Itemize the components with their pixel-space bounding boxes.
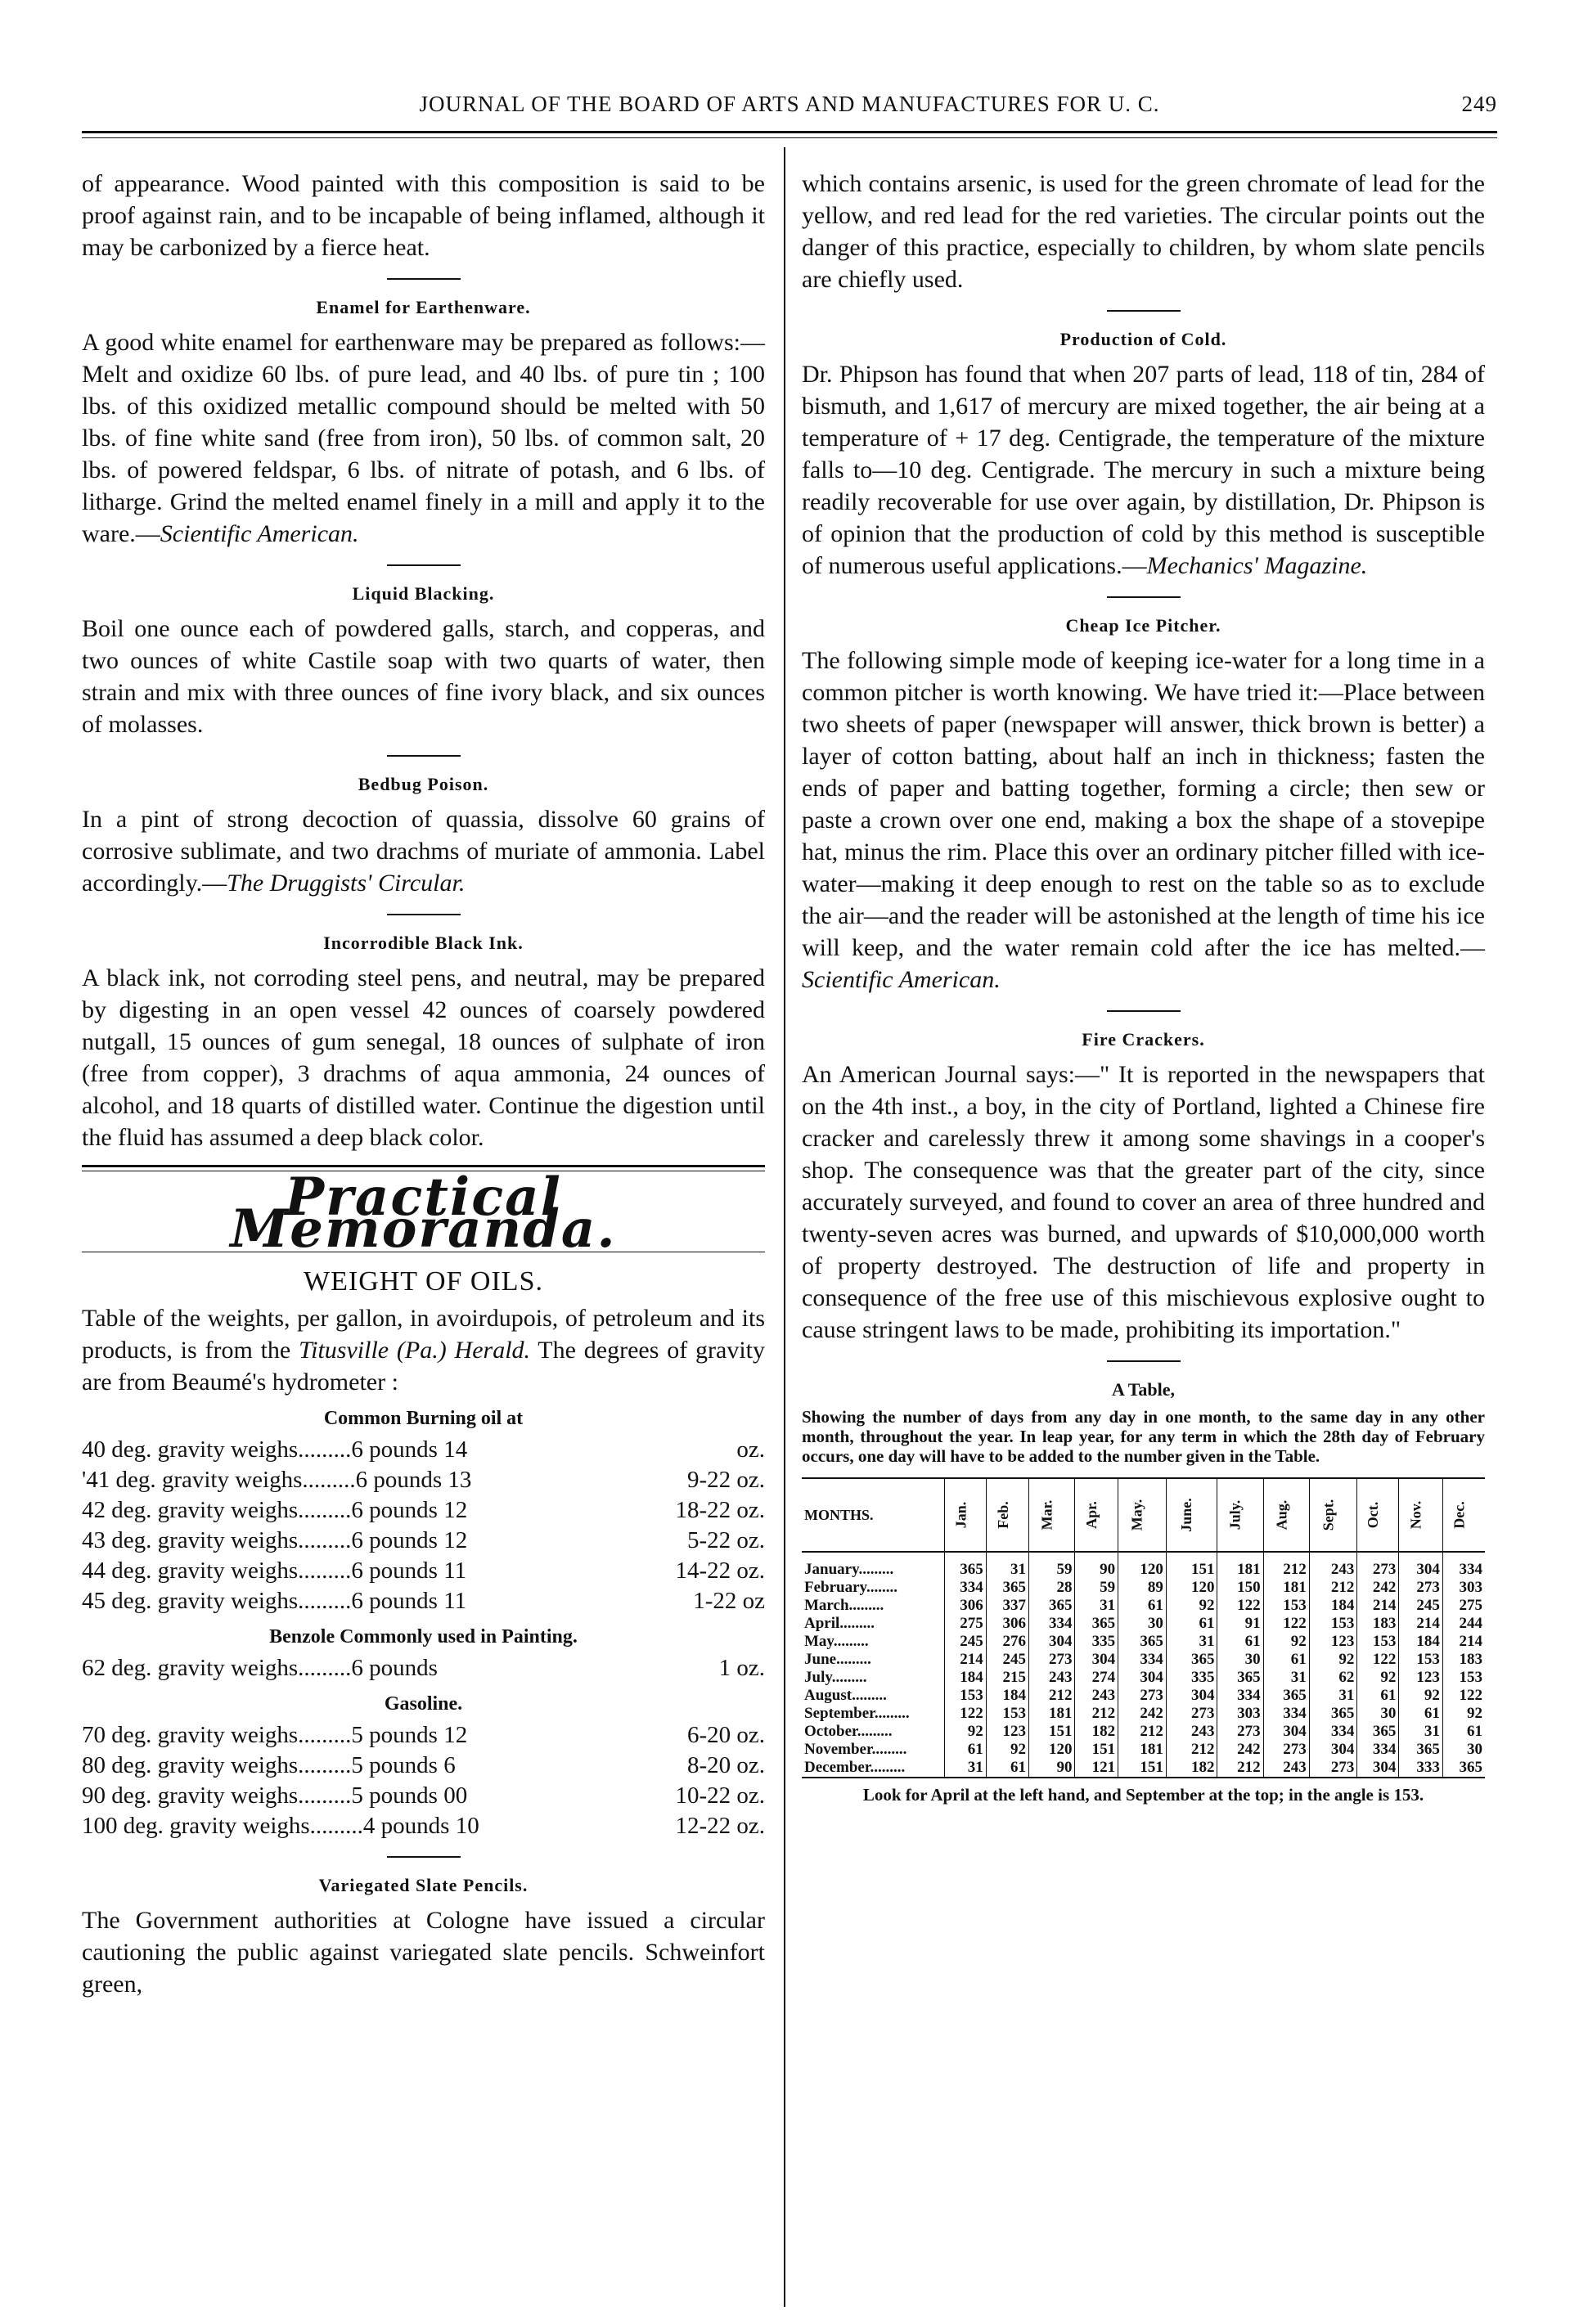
ink-text: A black ink, not corroding steel pens, and neutral, may be prepared by digesting in an open vessel 42 ounces of coarsely powdered nutgall, 15 ounces of gum senegal, 18 ounces of sulphate of iron (free from copper), 3 drachms of aqua ammonia, 24 ounces of alcohol, and 18 quarts of distilled water. Continue the digestion until the fluid has assumed a deep black color.	[82, 964, 765, 1151]
days-cell: 61	[1166, 1615, 1217, 1633]
oil-gravity: '41 deg. gravity weighs.........6 pounds 13	[82, 1467, 472, 1493]
days-cell: 31	[1399, 1723, 1443, 1741]
ink-title: Incorrodible Black Ink.	[323, 933, 524, 953]
oil-row	[82, 1653, 765, 1683]
days-cell: 30	[1118, 1615, 1167, 1633]
month-row-label: February........	[804, 1579, 897, 1596]
days-cell: 273	[1263, 1741, 1309, 1759]
month-column-label: Aug.	[1272, 1499, 1289, 1531]
section-rule	[387, 914, 461, 915]
oil-weight: 1 oz.	[718, 1655, 765, 1681]
days-cell: 122	[944, 1705, 986, 1723]
month-column-header	[1028, 1478, 1075, 1552]
days-cell: 122	[1263, 1615, 1309, 1633]
days-cell: 334	[1028, 1615, 1075, 1633]
days-cell: 31	[1263, 1669, 1309, 1687]
cold-body: Dr. Phipson has found that when 207 parts of lead, 118 of tin, 284 of bismuth, and 1,617 of mercury are mixed together, the air being at a temperature of + 17 deg. Centigrade, the temperature of the mixture falls to—10 deg. Centigrade. The mercury in such a mixture being readily recoverable for use over again, by distillation, Dr. Phipson is of opinion that the production of cold by this method is susceptible of numerous useful applications.—	[802, 361, 1485, 579]
month-column-header	[1166, 1478, 1217, 1552]
days-cell: 59	[1075, 1579, 1118, 1597]
month-column-label: July.	[1226, 1499, 1244, 1531]
days-cell: 303	[1442, 1579, 1485, 1597]
days-cell: 120	[1028, 1741, 1075, 1759]
oil-weight: oz.	[736, 1436, 765, 1463]
days-cell: 181	[1118, 1741, 1167, 1759]
days-cell: 334	[944, 1579, 986, 1597]
month-row-label: May.........	[804, 1633, 869, 1650]
month-column-header	[986, 1478, 1028, 1552]
cold-text	[802, 358, 1485, 582]
days-cell: 153	[1442, 1669, 1485, 1687]
month-column-label: Oct.	[1365, 1501, 1382, 1529]
days-cell: 243	[1166, 1723, 1217, 1741]
days-cell: 334	[1217, 1687, 1263, 1705]
days-cell: 183	[1442, 1651, 1485, 1669]
days-cell: 31	[986, 1552, 1028, 1579]
section-rule	[387, 1856, 461, 1858]
month-column-label: Jan.	[952, 1501, 969, 1529]
month-column-label: May.	[1128, 1499, 1145, 1531]
days-cell: 123	[1399, 1669, 1443, 1687]
oil-gravity: 40 deg. gravity weighs.........6 pounds 14	[82, 1436, 468, 1463]
oil-gravity: 45 deg. gravity weighs.........6 pounds 11	[82, 1588, 467, 1614]
oil-weight: 1-22 oz	[693, 1588, 765, 1614]
days-cell: 212	[1263, 1552, 1309, 1579]
oil-weight: 10-22 oz.	[675, 1782, 765, 1809]
table-header-row	[802, 1478, 1485, 1552]
days-cell: 337	[986, 1597, 1028, 1615]
days-cell: 212	[1075, 1705, 1118, 1723]
days-cell: 243	[1309, 1552, 1357, 1579]
days-cell: 365	[1399, 1741, 1443, 1759]
oil-gravity: 70 deg. gravity weighs.........5 pounds 12	[82, 1722, 468, 1748]
oil-gravity: 100 deg. gravity weighs.........4 pounds 10	[82, 1813, 479, 1839]
days-cell: 243	[1263, 1759, 1309, 1778]
days-cell: 90	[1075, 1552, 1118, 1579]
oils-intro-b: The degrees of gravity are from Beaumé's hydrometer :	[82, 1337, 765, 1396]
table-description: Showing the number of days from any day in one month, to the same day in any other month, throughout the year. In leap year, for any term in which the 28th day of February occurs, one day will have to be added to the number given in the Table.	[802, 1407, 1485, 1466]
days-cell: 92	[1263, 1633, 1309, 1651]
table-row	[802, 1651, 1485, 1669]
days-cell: 303	[1217, 1705, 1263, 1723]
days-cell: 89	[1118, 1579, 1167, 1597]
days-cell: 153	[1309, 1615, 1357, 1633]
days-cell: 181	[1263, 1579, 1309, 1597]
days-cell: 304	[1028, 1633, 1075, 1651]
days-cell: 28	[1028, 1579, 1075, 1597]
days-cell: 244	[1442, 1615, 1485, 1633]
days-cell: 91	[1217, 1615, 1263, 1633]
oils-intro	[82, 1302, 765, 1398]
days-cell: 153	[1357, 1633, 1399, 1651]
days-cell: 273	[1399, 1579, 1443, 1597]
section-rule	[1107, 310, 1181, 312]
burning-rows	[82, 1435, 765, 1616]
ice-source: Scientific American.	[802, 966, 1001, 993]
days-cell: 92	[944, 1723, 986, 1741]
month-row-label: August.........	[804, 1687, 887, 1704]
days-cell: 306	[944, 1597, 986, 1615]
month-column-header	[1118, 1478, 1167, 1552]
month-column-header	[1399, 1478, 1443, 1552]
days-cell: 273	[1118, 1687, 1167, 1705]
section-rule	[1107, 596, 1181, 598]
table-row	[802, 1579, 1485, 1597]
oil-row	[82, 1781, 765, 1811]
month-column-header	[1075, 1478, 1118, 1552]
gasoline-rows	[82, 1720, 765, 1841]
days-cell: 212	[1309, 1579, 1357, 1597]
days-cell: 242	[1118, 1705, 1167, 1723]
days-cell: 245	[1399, 1597, 1443, 1615]
month-column-label: Dec.	[1451, 1501, 1468, 1529]
days-cell: 182	[1166, 1759, 1217, 1778]
table-row	[802, 1741, 1485, 1759]
days-cell: 273	[1309, 1759, 1357, 1778]
days-cell: 61	[1263, 1651, 1309, 1669]
days-cell: 122	[1357, 1651, 1399, 1669]
days-cell: 334	[1263, 1705, 1309, 1723]
oil-weight: 8-20 oz.	[686, 1752, 765, 1778]
days-cell: 365	[1217, 1669, 1263, 1687]
days-cell: 61	[944, 1741, 986, 1759]
days-cell: 214	[1442, 1633, 1485, 1651]
oil-weight: 14-22 oz.	[675, 1558, 765, 1584]
month-column-label: June.	[1177, 1498, 1194, 1532]
month-column-header	[1263, 1478, 1309, 1552]
days-cell: 365	[1357, 1723, 1399, 1741]
month-column-header	[1309, 1478, 1357, 1552]
wood-paragraph: of appearance. Wood painted with this composition is said to be proof against rain, and to be incapable of being inflamed, although it may be carbonized by a fierce heat.	[82, 170, 765, 261]
benzole-title: Benzole Commonly used in Painting.	[269, 1626, 578, 1647]
days-cell: 242	[1217, 1741, 1263, 1759]
days-cell: 334	[1442, 1552, 1485, 1579]
days-cell: 30	[1442, 1741, 1485, 1759]
page-number: 249	[1461, 92, 1497, 116]
memoranda-heading: Practical Memoranda.	[230, 1166, 617, 1260]
month-row-label: January.........	[804, 1561, 894, 1578]
oil-row	[82, 1720, 765, 1751]
days-cell: 92	[1166, 1597, 1217, 1615]
days-cell: 365	[1075, 1615, 1118, 1633]
section-rule	[387, 755, 461, 757]
enamel-title: Enamel for Earthenware.	[316, 297, 531, 317]
days-cell: 92	[1399, 1687, 1443, 1705]
oil-gravity: 42 deg. gravity weighs.........6 pounds 12	[82, 1497, 468, 1523]
days-cell: 61	[1357, 1687, 1399, 1705]
benzole-rows	[82, 1653, 765, 1683]
days-cell: 61	[1399, 1705, 1443, 1723]
table-row	[802, 1759, 1485, 1778]
blacking-text: Boil one ounce each of powdered galls, starch, and copperas, and two ounces of white Castile soap with two quarts of water, then strain and mix with three ounces of fine ivory black, and six ounces of molasses.	[82, 615, 765, 738]
oil-gravity: 90 deg. gravity weighs.........5 pounds 00	[82, 1782, 468, 1809]
oil-weight: 6-20 oz.	[686, 1722, 765, 1748]
month-row-label: July.........	[804, 1669, 867, 1686]
table-row	[802, 1723, 1485, 1741]
days-cell: 181	[1028, 1705, 1075, 1723]
month-row-label: April.........	[804, 1615, 875, 1632]
days-table	[802, 1477, 1485, 1778]
month-column-label: Mar.	[1038, 1499, 1055, 1531]
days-cell: 275	[1442, 1597, 1485, 1615]
days-cell: 151	[1118, 1759, 1167, 1778]
oils-intro-source: Titusville (Pa.) Herald.	[299, 1337, 531, 1364]
month-column-label: Apr.	[1083, 1501, 1100, 1529]
days-cell: 334	[1357, 1741, 1399, 1759]
oils-intro-a: Table of the weights, per gallon, in avoirdupois, of petroleum and its products, is from the	[82, 1305, 765, 1364]
days-cell: 245	[944, 1633, 986, 1651]
days-cell: 120	[1118, 1552, 1167, 1579]
ice-title: Cheap Ice Pitcher.	[1065, 615, 1221, 636]
days-cell: 61	[986, 1759, 1028, 1778]
oils-title: WEIGHT OF OILS.	[304, 1266, 543, 1297]
table-row	[802, 1687, 1485, 1705]
oil-row	[82, 1495, 765, 1526]
burning-title: Common Burning oil at	[323, 1408, 524, 1429]
days-cell: 273	[1028, 1651, 1075, 1669]
days-cell: 153	[1263, 1597, 1309, 1615]
slate-text: The Government authorities at Cologne have issued a circular cautioning the public against variegated slate pencils. Schweinfort green,	[82, 1907, 765, 1998]
oil-weight: 5-22 oz.	[686, 1527, 765, 1553]
oil-row	[82, 1556, 765, 1586]
days-cell: 122	[1442, 1687, 1485, 1705]
days-cell: 31	[1309, 1687, 1357, 1705]
days-cell: 365	[1263, 1687, 1309, 1705]
fire-text: An American Journal says:—" It is reported in the newspapers that on the 4th inst., a boy, in the city of Portland, lighted a Chinese fire cracker and carelessly threw it among some shavings in a cooper's shop. The consequence was that the greater part of the city, since accurately surveyed, and found to cover an area of three hundred and twenty-seven acres was burned, and upwards of $10,000,000 worth of property destroyed. The destruction of life and property in consequence of the free use of this mischievous explosive ought to cause stringent laws to be made, prohibiting its importation."	[802, 1061, 1485, 1343]
days-cell: 275	[944, 1615, 986, 1633]
days-cell: 365	[1028, 1597, 1075, 1615]
days-cell: 153	[1399, 1651, 1443, 1669]
oil-gravity: 62 deg. gravity weighs.........6 pounds	[82, 1655, 438, 1681]
section-rule	[387, 564, 461, 566]
days-cell: 184	[1399, 1633, 1443, 1651]
days-cell: 304	[1075, 1651, 1118, 1669]
days-cell: 273	[1166, 1705, 1217, 1723]
table-note: Look for April at the left hand, and September at the top; in the angle is 153.	[862, 1785, 1424, 1805]
days-cell: 335	[1166, 1669, 1217, 1687]
days-cell: 334	[1309, 1723, 1357, 1741]
days-cell: 61	[1217, 1633, 1263, 1651]
blacking-title: Liquid Blacking.	[352, 583, 495, 604]
days-cell: 153	[944, 1687, 986, 1705]
days-cell: 333	[1399, 1759, 1443, 1778]
days-cell: 62	[1309, 1669, 1357, 1687]
days-cell: 273	[1217, 1723, 1263, 1741]
days-cell: 59	[1028, 1552, 1075, 1579]
month-row-label: June.........	[804, 1651, 871, 1668]
days-cell: 92	[1309, 1651, 1357, 1669]
table-title: A Table,	[1111, 1379, 1176, 1400]
enamel-source: Scientific American.	[160, 520, 359, 547]
days-cell: 90	[1028, 1759, 1075, 1778]
days-cell: 304	[1166, 1687, 1217, 1705]
days-cell: 212	[1118, 1723, 1167, 1741]
section-rule	[387, 278, 461, 280]
days-cell: 335	[1075, 1633, 1118, 1651]
days-cell: 274	[1075, 1669, 1118, 1687]
gasoline-title: Gasoline.	[384, 1693, 463, 1715]
left-column	[82, 168, 765, 2000]
header-rule-thin	[82, 137, 1497, 138]
days-cell: 365	[1442, 1759, 1485, 1778]
column-divider	[784, 147, 785, 2307]
oil-gravity: 80 deg. gravity weighs.........5 pounds 6	[82, 1752, 456, 1778]
oil-row	[82, 1435, 765, 1465]
days-cell: 306	[986, 1615, 1028, 1633]
days-cell: 365	[1118, 1633, 1167, 1651]
slate-continued: which contains arsenic, is used for the green chromate of lead for the yellow, and red lead for the red varieties. The circular points out the danger of this practice, especially to children, by whom slate pencils are chiefly used.	[802, 170, 1485, 293]
days-cell: 151	[1166, 1552, 1217, 1579]
oil-weight: 12-22 oz.	[675, 1813, 765, 1839]
days-cell: 212	[1217, 1759, 1263, 1778]
days-cell: 92	[986, 1741, 1028, 1759]
days-cell: 214	[1357, 1597, 1399, 1615]
cold-source: Mechanics' Magazine.	[1146, 552, 1368, 579]
days-cell: 243	[1075, 1687, 1118, 1705]
days-cell: 153	[986, 1705, 1028, 1723]
days-cell: 304	[1399, 1552, 1443, 1579]
days-cell: 212	[1166, 1741, 1217, 1759]
days-cell: 92	[1442, 1705, 1485, 1723]
days-cell: 212	[1028, 1687, 1075, 1705]
days-cell: 120	[1166, 1579, 1217, 1597]
enamel-text	[82, 326, 765, 550]
fire-title: Fire Crackers.	[1082, 1029, 1205, 1050]
days-cell: 182	[1075, 1723, 1118, 1741]
bedbug-source: The Druggists' Circular.	[227, 870, 466, 897]
days-cell: 151	[1028, 1723, 1075, 1741]
oil-row	[82, 1586, 765, 1616]
days-cell: 276	[986, 1633, 1028, 1651]
month-column-header	[1357, 1478, 1399, 1552]
days-cell: 30	[1357, 1705, 1399, 1723]
ice-text	[802, 645, 1485, 996]
section-rule	[1107, 1010, 1181, 1012]
slate-title: Variegated Slate Pencils.	[318, 1875, 529, 1895]
bedbug-title: Bedbug Poison.	[358, 774, 489, 794]
days-cell: 184	[1309, 1597, 1357, 1615]
days-cell: 365	[1309, 1705, 1357, 1723]
journal-title: JOURNAL OF THE BOARD OF ARTS AND MANUFACTURES FOR U. C.	[419, 92, 1160, 116]
month-row-label: December.........	[804, 1759, 906, 1776]
month-column-label: Nov.	[1407, 1500, 1424, 1530]
days-cell: 31	[1166, 1633, 1217, 1651]
days-cell: 365	[986, 1579, 1028, 1597]
month-column-label: Sept.	[1319, 1499, 1336, 1531]
running-header	[82, 92, 1497, 117]
days-cell: 304	[1357, 1759, 1399, 1778]
month-row-label: November.........	[804, 1741, 907, 1758]
month-column-label: Feb.	[994, 1501, 1011, 1529]
table-body	[802, 1552, 1485, 1778]
oil-gravity: 43 deg. gravity weighs.........6 pounds 12	[82, 1527, 468, 1553]
days-cell: 30	[1217, 1651, 1263, 1669]
days-cell: 31	[944, 1759, 986, 1778]
month-row-label: March.........	[804, 1597, 884, 1614]
days-cell: 214	[1399, 1615, 1443, 1633]
days-cell: 184	[944, 1669, 986, 1687]
right-column	[802, 168, 1485, 1805]
bedbug-body: In a pint of strong decoction of quassia, dissolve 60 grains of corrosive sublimate, and two drachms of muriate of ammonia. Label accordingly.—	[82, 806, 765, 897]
ice-body: The following simple mode of keeping ice-water for a long time in a common pitcher is worth knowing. We have tried it:—Place between two sheets of paper (newspaper will answer, thick brown is better) a layer of cotton batting, about half an inch in thickness; fasten the ends of paper and batting together, forming a circle; then sew or paste a crown over one end, making a box the shape of a stovepipe hat, minus the rim. Place this over an ordinary pitcher filled with ice-water—making it deep enough to rest on the table so as to exclude the air—and the reader will be astonished at the length of time his ice will keep, and the water remain cold after the ice has melted.—	[802, 647, 1485, 961]
days-cell: 273	[1357, 1552, 1399, 1579]
cold-title: Production of Cold.	[1059, 329, 1227, 349]
days-cell: 214	[944, 1651, 986, 1669]
bedbug-text	[82, 803, 765, 899]
month-row-label: October.........	[804, 1723, 893, 1740]
enamel-body: A good white enamel for earthenware may be prepared as follows:—Melt and oxidize 60 lbs. of pure lead, and 40 lbs. of pure tin ; 100 lbs. of this oxidized metallic compound should be melted with 50 lbs. of fine white sand (free from iron), 50 lbs. of common salt, 20 lbs. of powered feldspar, 6 lbs. of nitrate of potash, and 6 lbs. of litharge. Grind the melted enamel finely in a mill and apply it to the ware.—	[82, 329, 765, 547]
month-column-header	[1442, 1478, 1485, 1552]
days-cell: 121	[1075, 1759, 1118, 1778]
days-cell: 31	[1075, 1597, 1118, 1615]
table-row	[802, 1669, 1485, 1687]
oil-weight: 9-22 oz.	[686, 1467, 765, 1493]
days-cell: 61	[1118, 1597, 1167, 1615]
days-cell: 242	[1357, 1579, 1399, 1597]
days-cell: 92	[1357, 1669, 1399, 1687]
days-cell: 183	[1357, 1615, 1399, 1633]
days-cell: 181	[1217, 1552, 1263, 1579]
header-rule	[82, 131, 1497, 133]
table-row	[802, 1705, 1485, 1723]
days-cell: 150	[1217, 1579, 1263, 1597]
days-cell: 123	[986, 1723, 1028, 1741]
month-column-header	[1217, 1478, 1263, 1552]
oil-weight: 18-22 oz.	[675, 1497, 765, 1523]
days-cell: 365	[1166, 1651, 1217, 1669]
days-cell: 334	[1118, 1651, 1167, 1669]
table-row	[802, 1633, 1485, 1651]
days-cell: 123	[1309, 1633, 1357, 1651]
section-rule	[1107, 1360, 1181, 1362]
oil-row	[82, 1811, 765, 1841]
month-row-label: September.........	[804, 1705, 910, 1722]
table-corner: MONTHS.	[804, 1507, 874, 1523]
table-row	[802, 1615, 1485, 1633]
oil-row	[82, 1751, 765, 1781]
days-cell: 61	[1442, 1723, 1485, 1741]
oil-gravity: 44 deg. gravity weighs.........6 pounds 11	[82, 1558, 467, 1584]
table-row	[802, 1597, 1485, 1615]
days-cell: 151	[1075, 1741, 1118, 1759]
oil-row	[82, 1465, 765, 1495]
days-cell: 304	[1309, 1741, 1357, 1759]
days-cell: 245	[986, 1651, 1028, 1669]
days-cell: 304	[1263, 1723, 1309, 1741]
days-cell: 215	[986, 1669, 1028, 1687]
days-cell: 122	[1217, 1597, 1263, 1615]
days-cell: 243	[1028, 1669, 1075, 1687]
table-row	[802, 1552, 1485, 1579]
oil-row	[82, 1526, 765, 1556]
days-cell: 184	[986, 1687, 1028, 1705]
days-cell: 365	[944, 1552, 986, 1579]
days-cell: 304	[1118, 1669, 1167, 1687]
month-column-header	[944, 1478, 986, 1552]
